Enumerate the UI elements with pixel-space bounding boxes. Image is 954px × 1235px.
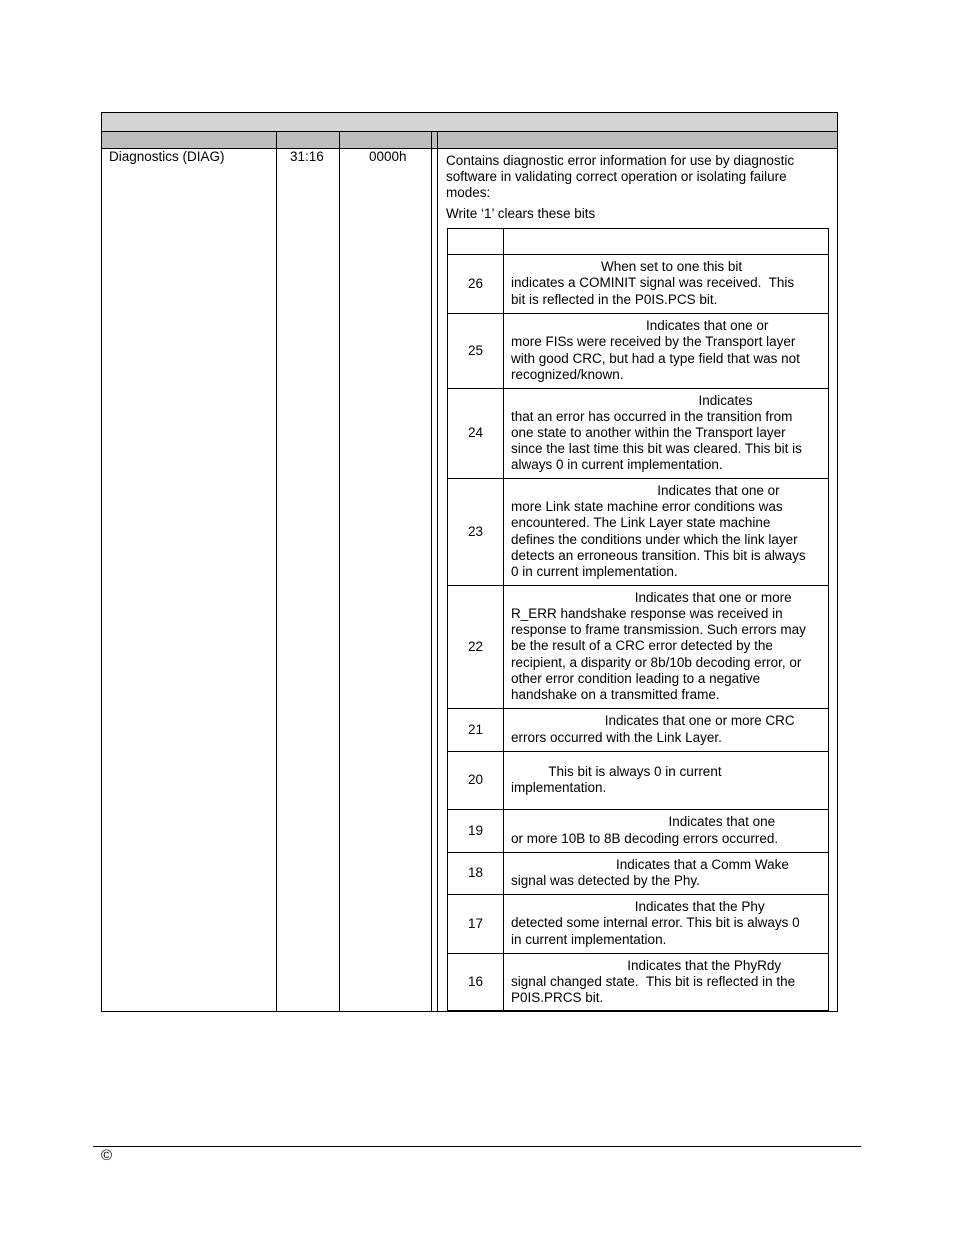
bit-field-row (448, 894, 828, 953)
bit-number: 17 (467, 915, 484, 931)
bit-field-row (448, 809, 828, 852)
bit-description-line: one state to another within the Transport layer (511, 424, 786, 440)
bit-field-row (448, 478, 828, 585)
bit-description-line: more FISs were received by the Transport layer (511, 334, 796, 350)
bit-description-line: in current implementation. (511, 931, 667, 947)
bit-description-line: signal changed state. This bit is reflected in the (511, 973, 796, 989)
bit-number: 18 (467, 865, 484, 880)
bit-number: 26 (467, 275, 484, 291)
bit-description-line: or more 10B to 8B decoding errors occurred. (511, 830, 779, 846)
table-title-bar (102, 113, 837, 132)
bit-description-line: encountered. The Link Layer state machine (511, 515, 771, 531)
register-name: Diagnostics (DIAG) (109, 149, 225, 164)
bit-description-line: implementation. (511, 780, 607, 795)
bit-description-line: recognized/known. (511, 366, 624, 382)
bit-description-line: This bit is always 0 in current (511, 763, 722, 779)
bit-number: 25 (467, 342, 484, 358)
bit-description-line: handshake on a transmitted frame. (511, 687, 720, 703)
bit-number: 16 (467, 974, 484, 989)
bit-field-row (448, 751, 828, 809)
bit-description-line: detects an erroneous transition. This bit is always (511, 547, 806, 563)
bit-number: 23 (467, 523, 484, 539)
bit-description-line: be the result of a CRC error detected by the (511, 638, 773, 654)
bit-description-line: Indicates that one or (511, 482, 780, 498)
bit-field-table (447, 228, 829, 1011)
bit-description-line: since the last time this bit was cleared. This bit is (511, 441, 802, 457)
footer-rule (93, 1146, 861, 1147)
bit-description-line: Indicates that one (511, 814, 776, 830)
bit-description-line: Indicates that the Phy (511, 899, 765, 915)
bit-number: 21 (467, 721, 484, 737)
description-line: software in validating correct operation or isolating failure (446, 169, 787, 185)
bit-description-line: errors occurred with the Link Layer. (511, 729, 722, 745)
bit-description (511, 958, 823, 1007)
bit-description-line: Indicates (511, 392, 753, 408)
description-line: Contains diagnostic error information for use by diagnostic (446, 153, 795, 168)
column-divider (431, 132, 432, 1011)
bit-description-line: When set to one this bit (511, 259, 743, 275)
bit-description (511, 318, 823, 383)
bit-description-line: with good CRC, but had a type field that was not (511, 350, 800, 366)
bit-field-row (448, 953, 828, 1011)
description-line: modes: (446, 185, 491, 201)
bit-description-line: that an error has occurred in the transition from (511, 408, 793, 424)
register-bits: 31:16 (290, 149, 324, 164)
bit-number: 20 (467, 772, 484, 787)
bit-number: 22 (467, 638, 484, 654)
bit-field-row (448, 852, 828, 894)
bit-description-line: Indicates that a Comm Wake (511, 856, 789, 872)
bit-field-row (448, 708, 828, 751)
bit-description-line: Indicates that one or more (511, 589, 792, 605)
bit-description (511, 857, 823, 889)
bit-description-line: indicates a COMINIT signal was received. This (511, 275, 795, 291)
bit-field-row (448, 313, 828, 388)
bit-description-line: 0 in current implementation. (511, 563, 678, 579)
bit-description-line: R_ERR handshake response was received in (511, 606, 783, 621)
bit-number: 24 (467, 425, 484, 440)
bit-field-row (448, 388, 828, 478)
bit-description (511, 764, 823, 796)
bit-description-line: response to frame transmission. Such errors may (511, 622, 806, 638)
bit-field-row (448, 585, 828, 708)
bit-description (511, 393, 823, 474)
column-divider (437, 132, 438, 1011)
bit-description-line: other error condition leading to a negative (511, 670, 761, 686)
bit-description (511, 483, 823, 580)
bit-description-line: defines the conditions under which the link layer (511, 531, 798, 547)
write-note: Write ‘1’ clears these bits (446, 205, 596, 221)
bit-description (511, 590, 823, 703)
bit-description (511, 259, 823, 308)
bit-field-row (448, 254, 828, 313)
bit-description (511, 899, 823, 948)
column-divider (276, 132, 277, 1011)
register-default: 0000h (369, 149, 407, 164)
copyright-symbol: © (101, 1147, 113, 1164)
bit-number: 19 (467, 822, 484, 838)
bit-description-line: always 0 in current implementation. (511, 457, 723, 473)
bit-description-line: Indicates that one or (511, 318, 769, 334)
bit-description (511, 814, 823, 846)
bit-description-line: bit is reflected in the P0IS.PCS bit. (511, 291, 718, 307)
bit-description-line: Indicates that one or more CRC (511, 713, 795, 729)
bit-description-line: signal was detected by the Phy. (511, 873, 700, 888)
bit-description-line: P0IS.PRCS bit. (511, 990, 604, 1006)
table-header-row (102, 132, 837, 149)
bit-description-line: recipient, a disparity or 8b/10b decoding error, or (511, 654, 802, 670)
column-divider (339, 132, 340, 1011)
bit-description-line: detected some internal error. This bit is always 0 (511, 915, 800, 931)
bit-description-line: more Link state machine error conditions was (511, 499, 783, 515)
bit-description-line: Indicates that the PhyRdy (511, 957, 782, 973)
register-description (446, 153, 831, 222)
bit-description (511, 713, 823, 745)
